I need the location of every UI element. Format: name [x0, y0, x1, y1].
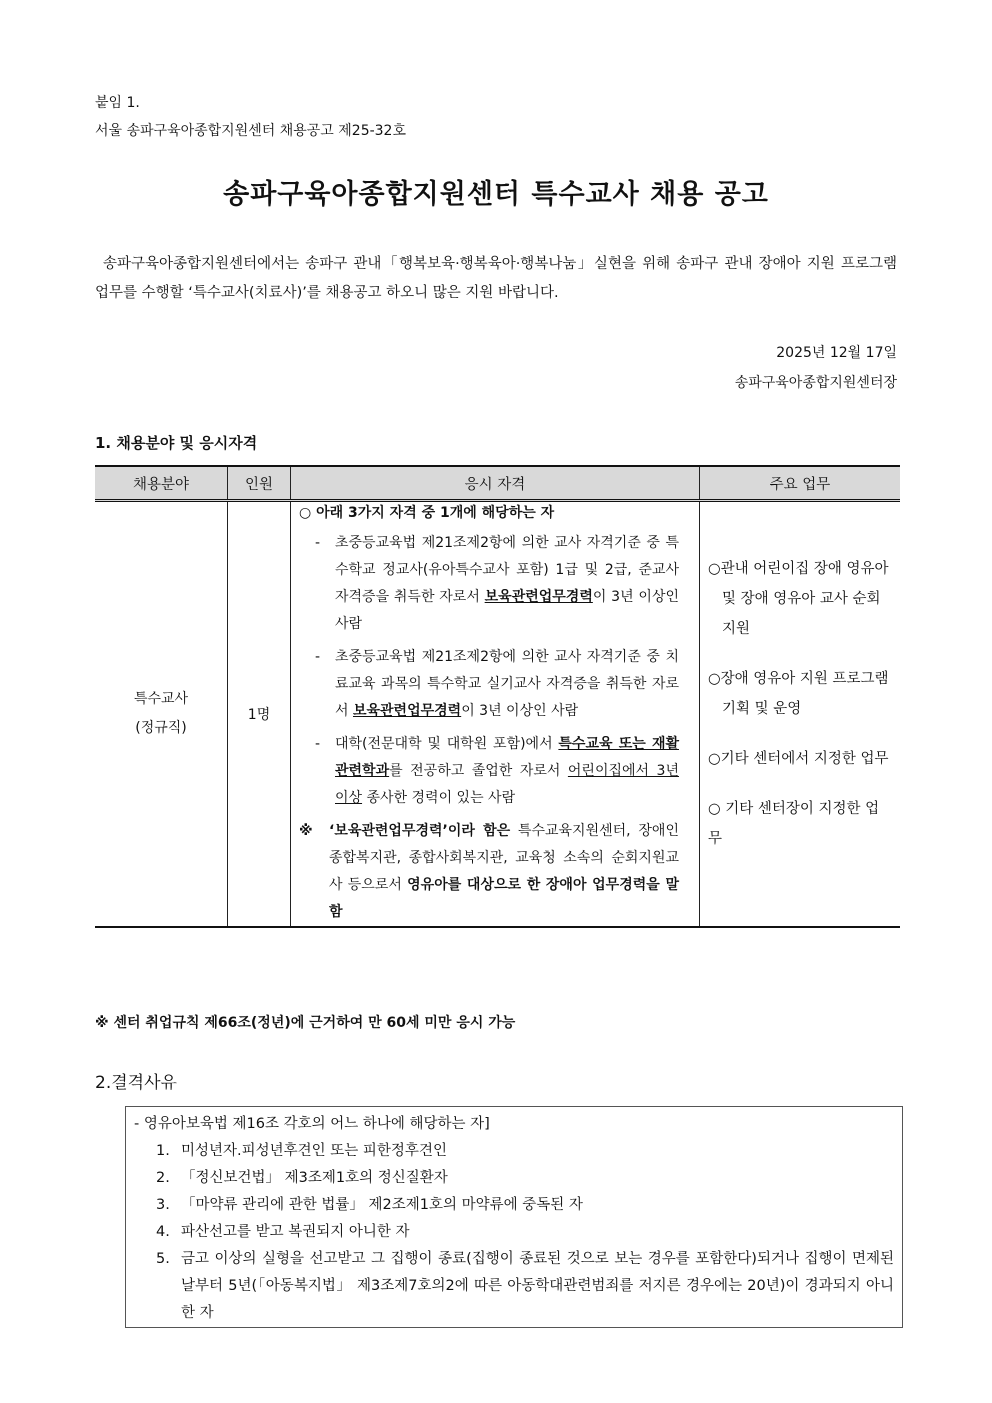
age-footnote: ※ 센터 취업규칙 제66조(정년)에 근거하여 만 60세 미만 응시 가능	[95, 1015, 516, 1031]
issuer-name: 송파구육아종합지원센터장	[734, 375, 897, 391]
list-item: 5. 금고 이상의 실형을 선고받고 그 집행이 종료(집행이 종료된 것으로 보는 경우를 포함한다)되거나 집행이 면제된 날부터 5년(「아동복지법」 제3조제7호의2에 따른 아동학대관련범죄를 저지른 경우에는 20년)이 경과되지 아니한 자	[156, 1251, 894, 1321]
attachment-label: 붙임 1.	[95, 95, 140, 111]
list-item: 3. 「마약류 관리에 관한 법률」 제2조제1호의 마약류에 중독된 자	[156, 1197, 583, 1213]
page-title: 송파구육아종합지원센터 특수교사 채용 공고	[223, 179, 769, 210]
count-cell: 1명	[228, 501, 291, 928]
duty-item-4: ○ 기타 센터장이 지정한 업무	[708, 801, 880, 847]
field-cell	[95, 501, 228, 928]
list-item: 4. 파산선고를 받고 복권되지 아니한 자	[156, 1224, 410, 1240]
column-header-qualification: 응시 자격	[291, 466, 700, 501]
table-header-row	[95, 466, 900, 501]
intro-paragraph: 송파구육아종합지원센터에서는 송파구 관내「행복보육·행복육아·행복나눔」실현을 위해 송파구 관내 장애아 지원 프로그램 업무를 수행할 ‘특수교사(치료사)’를 채용공고 하오니 많은 지원 바랍니다.	[95, 256, 897, 301]
section1-heading: 1. 채용분야 및 응시자격	[95, 434, 258, 452]
qualification-item-3: - 대학(전문대학 및 대학원 포함)에서 특수교육 또는 재활관련학과를 전공하고 졸업한 자로서 어린이집에서 3년 이상 종사한 경력이 있는 사람	[315, 736, 679, 806]
notice-date: 2025년 12월 17일	[776, 345, 897, 361]
qualification-item-2: - 초중등교육법 제21조제2항에 의한 교사 자격기준 중 치료교육 과목의 특수학교 실기교사 자격증을 취득한 자로서 보육관련업무경력이 3년 이상인 사람	[315, 649, 679, 719]
list-item: 2. 「정신보건법」 제3조제1호의 정신질환자	[156, 1170, 448, 1186]
table-row	[95, 501, 900, 928]
qualification-note: ※ ‘보육관련업무경력’이라 함은 특수교육지원센터, 장애인종합복지관, 종합사회복지관, 교육청 소속의 순회지원교사 등으로서 영유아를 대상으로 한 장애아 업무경력을 말함	[299, 823, 679, 920]
notice-number: 서울 송파구육아종합지원센터 채용공고 제25-32호	[95, 123, 406, 139]
column-header-duties: 주요 업무	[700, 466, 901, 501]
recruitment-table	[95, 465, 900, 928]
duty-item-3: ○기타 센터에서 지정한 업무	[708, 751, 889, 767]
duty-item-2: ○장애 영유아 지원 프로그램 기획 및 운영	[708, 671, 889, 717]
list-item: 1. 미성년자.피성년후견인 또는 피한정후견인	[156, 1143, 447, 1159]
column-header-count: 인원	[228, 466, 291, 501]
field-name: 특수교사	[133, 691, 189, 707]
qualification-item-1: - 초중등교육법 제21조제2항에 의한 교사 자격기준 중 특수학교 정교사(유아특수교사 포함) 1급 및 2급, 준교사 자격증을 취득한 자로서 보육관련업무경력이 3년 이상인 사람	[315, 535, 679, 632]
disqualification-heading: - 영유아보육법 제16조 각호의 어느 하나에 해당하는 자]	[134, 1116, 490, 1132]
qualification-heading: ○ 아래 3가지 자격 중 1개에 해당하는 자	[299, 505, 555, 521]
duty-item-1: ○관내 어린이집 장애 영유아 및 장애 영유아 교사 순회 지원	[708, 561, 889, 637]
duties-cell	[700, 501, 901, 928]
field-type: (정규직)	[135, 720, 187, 736]
qualification-cell	[291, 501, 700, 928]
section2-heading: 2.결격사유	[95, 1073, 177, 1093]
column-header-field: 채용분야	[95, 466, 228, 501]
disqualification-box	[125, 1106, 903, 1328]
